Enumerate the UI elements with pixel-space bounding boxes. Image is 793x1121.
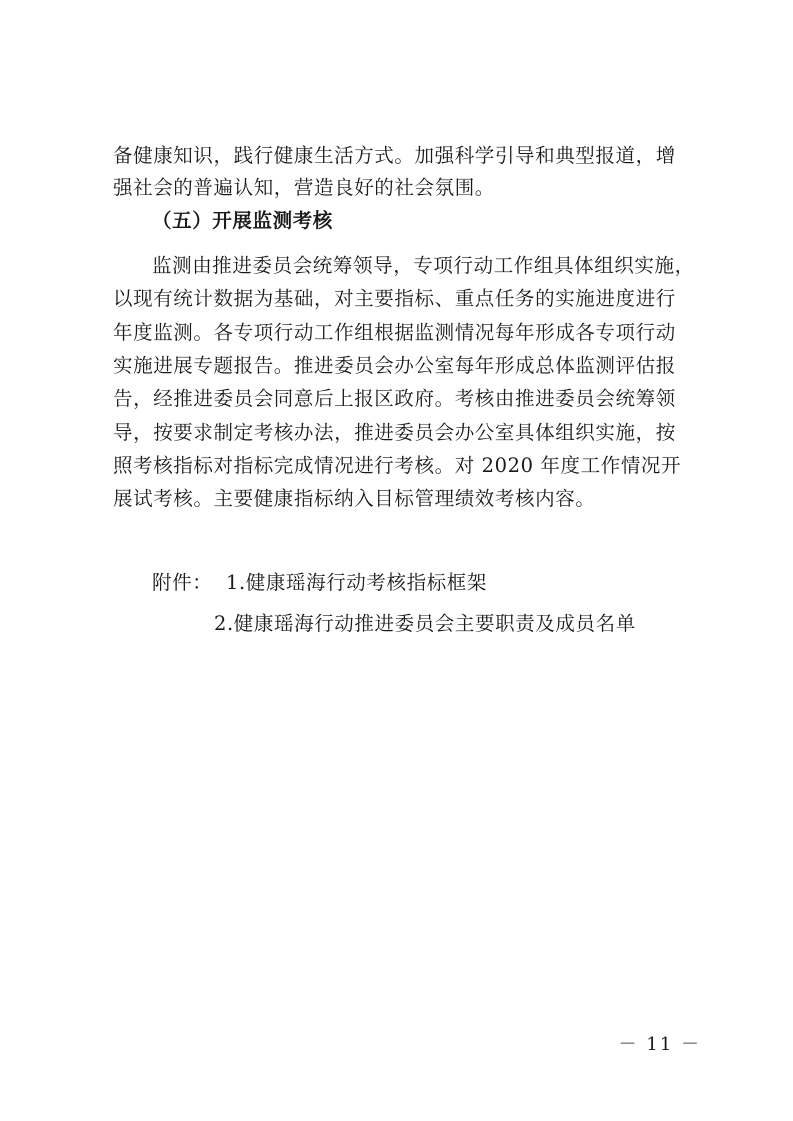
body-text-line: 监测由推进委员会统筹领导，专项行动工作组具体组织实施，	[152, 254, 695, 277]
body-text-line: 展试考核。主要健康指标纳入目标管理绩效考核内容。	[113, 487, 596, 510]
body-text-line: 告，经推进委员会同意后上报区政府。考核由推进委员会统筹领	[113, 387, 676, 410]
body-text-line: 以现有统计数据为基础，对主要指标、重点任务的实施进度进行	[113, 287, 676, 310]
body-text-line: 照考核指标对指标完成情况进行考核。对 2020 年度工作情况开	[113, 454, 682, 477]
body-text-line: 备健康知识，践行健康生活方式。加强科学引导和典型报道，增	[113, 144, 676, 167]
body-text-line: 年度监测。各专项行动工作组根据监测情况每年形成各专项行动	[113, 321, 676, 344]
attachment-item: 2.健康瑶海行动推进委员会主要职责及成员名单	[214, 612, 636, 635]
section-heading: （五）开展监测考核	[152, 209, 333, 232]
body-text-line: 实施进展专题报告。推进委员会办公室每年形成总体监测评估报	[113, 354, 676, 377]
attachments-label: 附件：	[152, 571, 213, 594]
body-text-line: 导，按要求制定考核办法，推进委员会办公室具体组织实施，按	[113, 421, 676, 444]
page-number: － 11 －	[618, 1034, 701, 1055]
body-text-line: 强社会的普遍认知，营造良好的社会氛围。	[113, 176, 495, 199]
attachment-item: 1.健康瑶海行动考核指标框架	[226, 571, 488, 594]
